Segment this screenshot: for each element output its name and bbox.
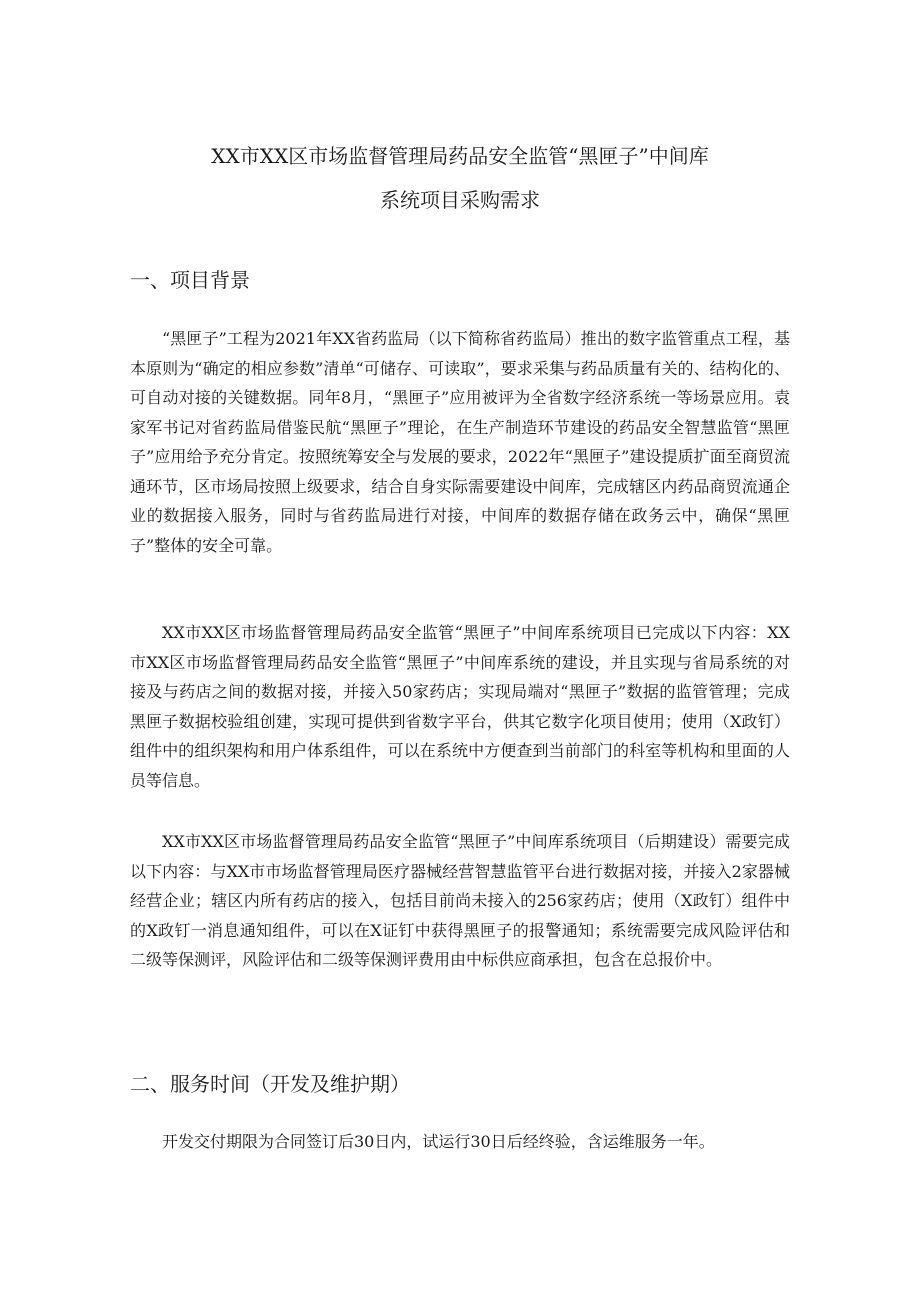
section-2-paragraph-1: 开发交付期限为合同签订后30日内，试运行30日后经终验，含运维服务一年。 xyxy=(162,1132,715,1151)
section-1-heading: 一、项目背景 xyxy=(130,268,250,292)
section-2-paragraph-block xyxy=(130,1127,790,1157)
section-2-heading: 二、服务时间（开发及维护期） xyxy=(130,1072,410,1096)
document-title-line-2: 系统项目采购需求 xyxy=(380,188,540,212)
section-1-paragraph-3-block xyxy=(130,827,790,975)
document-title-line-1: XX市XX区市场监督管理局药品安全监管“黑匣子”中间库 xyxy=(211,144,709,168)
section-1-paragraph-2: XX市XX区市场监督管理局药品安全监管“黑匣子”中间库系统项目已完成以下内容：XX市XX区市场监督管理局药品安全监管“黑匣子”中间库系统的建设，并且实现与省局系统的对接及与药店之间的数据对接，并接入50家药店；实现局端对“黑匣子”数据的监管管理；完成黑匣子数据校验组创建，实现可提供到省数字平台，供其它数字化项目使用；使用（X政钉）组件中的组织架构和用户体系组件，可以在系统中方便查到当前部门的科室等机构和里面的人员等信息。 xyxy=(130,623,790,790)
section-1-paragraph-2-block xyxy=(130,618,790,795)
section-1-paragraph-1: “黑匣子”工程为2021年XX省药监局（以下简称省药监局）推出的数字监管重点工程，基本原则为“确定的相应参数”清单“可储存、可读取”，要求采集与药品质量有关的、结构化的、可自动对接的关键数据。同年8月，“黑匣子”应用被评为全省数字经济系统一等场景应用。袁家军书记对省药监局借鉴民航“黑匣子”理论，在生产制造环节建设的药品安全智慧监管“黑匣子”应用给予充分肯定。按照统筹安全与发展的要求，2022年“黑匣子”建设提质扩面至商贸流通环节，区市场局按照上级要求，结合自身实际需要建设中间库，完成辖区内药品商贸流通企业的数据接入服务，同时与省药监局进行对接，中间库的数据存储在政务云中，确保“黑匣子”整体的安全可靠。 xyxy=(130,329,790,555)
section-1-paragraph-1-block xyxy=(130,324,790,560)
section-1-paragraph-3: XX市XX区市场监督管理局药品安全监管“黑匣子”中间库系统项目（后期建设）需要完成以下内容：与XX市市场监督管理局医疗器械经营智慧监管平台进行数据对接，并接入2家器械经营企业；辖区内所有药店的接入，包括目前尚未接入的256家药店；使用（X政钉）组件中的X政钉一消息通知组件，可以在X证钉中获得黑匣子的报警通知；系统需要完成风险评估和二级等保测评，风险评估和二级等保测评费用由中标供应商承担，包含在总报价中。 xyxy=(130,832,790,969)
